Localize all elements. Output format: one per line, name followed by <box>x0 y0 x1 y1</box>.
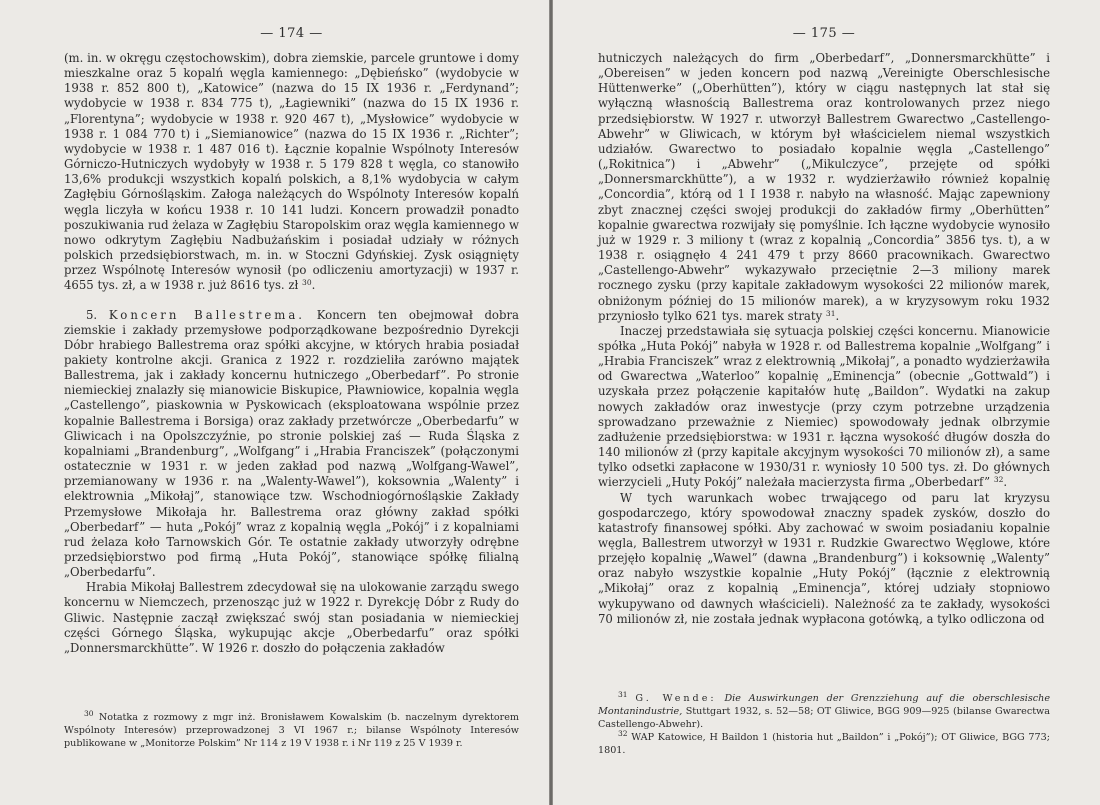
footnote-number: 30 <box>84 709 94 718</box>
page-number: — 174 — <box>260 26 323 41</box>
page-body <box>64 51 519 656</box>
footnote-number: 31 <box>618 690 628 699</box>
footnotes <box>64 711 519 750</box>
footnote: $^{30}$ Notatka z rozmowy z mgr inż. Bronisławem Kowalskim (b. naczelnym dyrektorem Wspólnoty Interesów) przeprowadzonej 3 VI 1967 r.; bilanse Wspólnoty Interesów publikowane w „Monitorze Polskim” Nr 114 z 19 V 1938 r. i Nr 119 z 25 V 1939 r. <box>64 709 519 749</box>
page-body <box>598 51 1050 627</box>
paragraph: Inaczej przedstawiała się sytuacja polskiej części koncernu. Mianowicie spółka „Huta Pokój” nabyła w 1928 r. od Ballestrema kopalnie „Wolfgang” i „Hrabia Franciszek” wraz z elektrownią „Mikołaj”, a ponadto wydzierżawiła od Gwarectwa „Waterloo” kopalnię „Eminencja” (obecnie „Gottwald”) i uzyskała przez połączenie kapitałów hutę „Baildon”. Wydatki na zakup nowych zakładów oraz inwestycje (przy czym potrzebne urządzenia sprowadzano przeważnie z Niemiec) spowodowały jednak olbrzymie zadłużenie przedsiębiorstwa: w 1931 r. łączna wysokość długów doszła do 140 milionów zł (przy kapitale akcyjnym wysokości 70 milionów zł), a same tylko odsetki zapłacone w 1930/31 r. wyniosły 10 500 tys. zł. Do głównych wierzycieli „Huty Pokój” należała macierzysta firma „Oberbedarf” $^{32}$. <box>598 323 1050 490</box>
footnote-ref: 30 <box>302 278 312 288</box>
right-page <box>553 0 1100 805</box>
footnote: $^{32}$ WAP Katowice, H Baildon 1 (historia hut „Baildon” i „Pokój”); OT Gliwice, BGG 773; 1801. <box>598 729 1050 756</box>
paragraph: (m. in. w okręgu częstochowskim), dobra ziemskie, parcele gruntowe i domy mieszkalne oraz 5 kopalń węgla kamiennego: „Dębieńsko” (wydobycie w 1938 r. 852 800 t), „Katowice” (nazwa do 15 IX 1936 r. „Ferdynand”; wydobycie w 1938 r. 834 775 t), „Łagiewniki” (nazwa do 15 IX 1936 r. „Florentyna”; wydobycie w 1938 r. 920 467 t), „Mysłowice” wydobycie w 1938 r. 1 084 770 t) i „Siemianowice” (nazwa do 15 IX 1936 r. „Richter”; wydobycie w 1938 r. 1 487 016 t). Łącznie kopalnie Wspólnoty Interesów Górniczo-Hutniczych wydobyły w 1938 r. 5 179 828 t węgla, co stanowiło 13,6% produkcji wszystkich kopalń polskich, a 8,1% wydobycia w całym Zagłębiu Górnośląskim. Załoga należących do Wspólnoty Interesów kopalń węgla liczyła w końcu 1938 r. 10 141 ludzi. Koncern prowadził ponadto poszukiwania rud żelaza w Zagłębiu Staropolskim oraz węgla kamiennego w nowo odkrytym Zagłębiu Nadbużańskim i posiadał udziały w różnych polskich przedsiębiorstwach, m. in. w Stoczni Gdyńskiej. Zysk osiągnięty przez Wspólnotę Interesów wynosił (po odliczeniu amortyzacji) w 1937 r. 4655 tys. zł, a w 1938 r. już 8616 tys. zł $^{30}$. <box>64 51 519 293</box>
footnote-ref: 31 <box>825 308 836 318</box>
footnote-ref: 32 <box>993 475 1004 485</box>
section-title: Koncern Ballestrema. <box>108 307 306 322</box>
footnote: $^{31}$ G. Wende: Die Auswirkungen der Grenzziehung auf die oberschlesische Montanindustrie, Stuttgart 1932, s. 52—58; OT Gliwice, BGG 909—925 (bilanse Gwarectwa Castellengo-Abwehr). <box>598 690 1051 730</box>
left-page <box>0 0 549 805</box>
paragraph: hutniczych należących do firm „Oberbedarf”, „Donnersmarckhütte” i „Obereisen” w jeden koncern pod nazwą „Vereinigte Oberschlesische Hüttenwerke” („Oberhütten”), który w ciągu następnych lat stał się wyłączną własnością Ballestrema oraz kontrolowanych przez niego przedsiębiorstw. W 1927 r. utworzył Ballestrem Gwarectwo „Castellengo-Abwehr” w Gliwicach, w którym był właścicielem niemal wszystkich udziałów. Gwarectwo to posiadało kopalnie węgla „Castellengo” („Rokitnica”) i „Abwehr” („Mikulczyce”, przejęte od spółki „Donnersmarckhütte”), a w 1932 r. wydzierżawiło również kopalnię „Concordia”, którą od 1 I 1938 r. nabyło na własność. Mając zapewniony zbyt znacznej części swojej produkcji do zakładów firmy „Oberhütten” kopalnie gwarectwa rozwijały się pomyślnie. Ich łączne wydobycie wynosiło już w 1929 r. 3 miliony t (wraz z kopalnią „Concordia” 3856 tys. t), a w 1938 r. osiągnęło 4 241 479 t przy 8660 pracownikach. Gwarectwo „Castellengo-Abwehr” wykazywało przeciętnie 2—3 miliony marek rocznego zysku (przy kapitale zakładowym wysokości 22 milionów marek, obniżonym później do 15 milionów marek), a w kryzysowym roku 1932 przyniosło tylko 621 tys. marek straty $^{31}$. <box>598 51 1050 323</box>
footnotes <box>598 692 1050 757</box>
paragraph: W tych warunkach wobec trwającego od paru lat kryzysu gospodarczego, który spowodował znaczny spadek zysków, doszło do katastrofy finansowej spółki. Aby zachować w swoim posiadaniu kopalnie węgla, Ballestrem utworzył w 1931 r. Rudzkie Gwarectwo Węglowe, które przejęło kopalnię „Wawel” (dawna „Brandenburg”) i koksownię „Walenty” oraz nabyło wszystkie kopalnie „Huty Pokój” (łącznie z elektrownią „Mikołaj” oraz z kopalnią „Eminencja”, której udziały stopniowo wykupywano od dawnych właścicieli). Należność za te zakłady, wysokości 70 milionów zł, nie została jednak wypłacona gotówką, a tylko odliczona od <box>598 490 1050 626</box>
cited-title: Die Auswirkungen der Grenzziehung auf die oberschlesische Montanindustrie, <box>598 693 1051 717</box>
page-number: — 175 — <box>792 26 856 41</box>
footnote-number: 32 <box>618 729 628 738</box>
section-paragraph: 5. Koncern Ballestrema. Koncern ten obejmował dobra ziemskie i zakłady przemysłowe podporządkowane bezpośrednio Dyrekcji Dóbr hrabiego Ballestrema oraz spółki akcyjne, w których hrabia posiadał pakiety kontrolne akcji. Granica z 1922 r. rozdzieliła zarówno majątek Ballestrema, jak i zakłady koncernu hutniczego „Oberbedarf”. Po stronie niemieckiej znalazły się mianowicie Biskupice, Pławniowice, kopalnia węgla „Castellengo”, piaskownia w Pyskowicach (eksploatowana wspólnie przez kopalnie Ballestrema i Borsiga) oraz zakłady przetwórcze „Oberbedarfu” w Gliwicach i na Opolszczyźnie, po stronie polskiej zaś — Ruda Śląska z kopalniami „Brandenburg”, „Wolfgang” i „Hrabia Franciszek” (połączonymi ostatecznie w 1931 r. w jeden zakład pod nazwą „Wolfgang-Wawel”, przemianowany w 1936 r. na „Walenty-Wawel”), koksownia „Walenty” i elektrownia „Mikołaj”, stanowiące tzw. Wschodniogórnośląskie Zakłady Przemysłowe Mikołaja hr. Ballestrema oraz główny zakład spółki „Oberbedarf” — huta „Pokój” wraz z kopalnią węgla „Pokój” i z kopalniami rud żelaza koło Tarnowskich Gór. Te ostatnie zakłady utworzyły odrębne przedsiębiorstwo pod firmą „Huta Pokój”, stanowiące spółkę filialną „Oberbedarfu”. <box>64 307 520 580</box>
section-number: 5. <box>86 307 98 322</box>
paragraph: Hrabia Mikołaj Ballestrem zdecydował się na ulokowanie zarządu swego koncernu w Niemczech, przenosząc już w 1922 r. Dyrekcję Dóbr z Rudy do Gliwic. Następnie zaczął zwiększać swój stan posiadania w niemieckiej części Górnego Śląska, wykupując akcje „Oberbedarfu” oraz spółki „Donnersmarckhütte”. W 1926 r. doszło do połączenia zakładów <box>64 580 519 655</box>
